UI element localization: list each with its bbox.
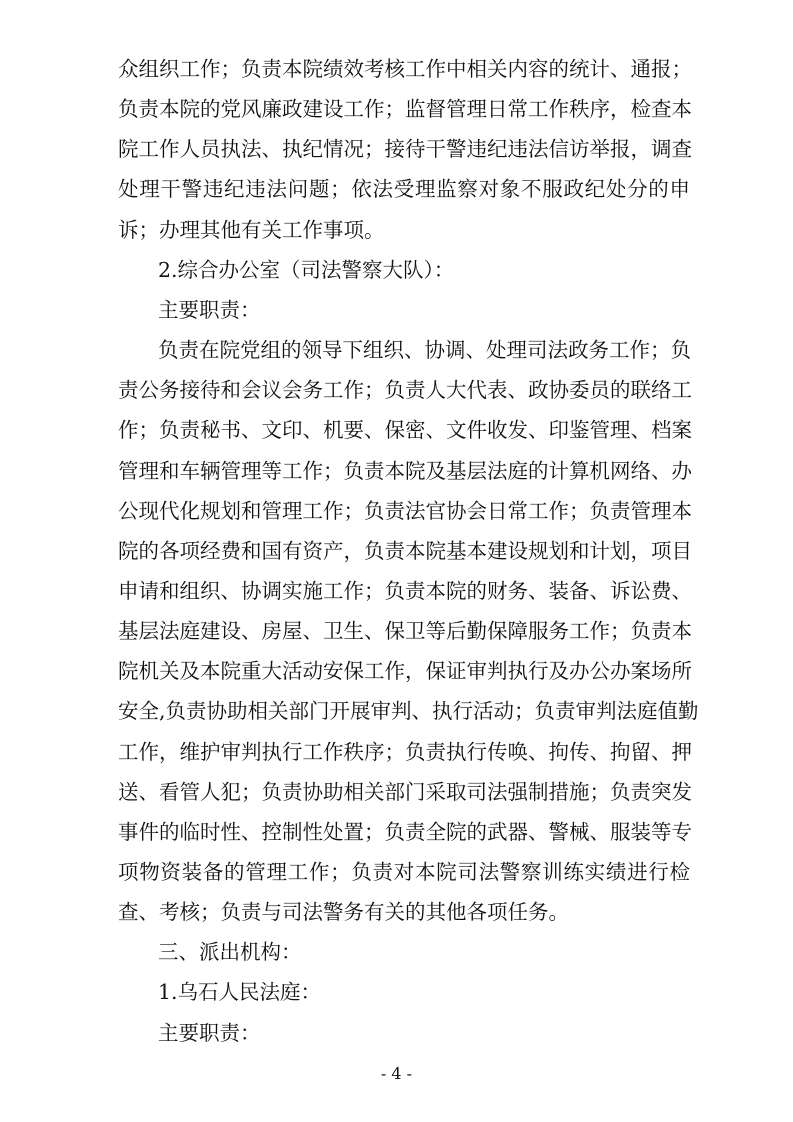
body-text-line: 作；负责秘书、文印、机要、保密、文件收发、印鉴管理、档案	[118, 418, 692, 443]
body-text-line: 送、看管人犯；负责协助相关部门采取司法强制措施；负责突发	[118, 779, 692, 804]
body-text-line: 院工作人员执法、执纪情况；接待干警违纪违法信访举报，调查	[118, 137, 692, 162]
section-heading: 2.综合办公室（司法警察大队）：	[158, 257, 455, 282]
page-number: - 4 -	[380, 1064, 413, 1083]
body-text-line: 查、考核；负责与司法警务有关的其他各项任务。	[118, 900, 569, 925]
body-text-line: 公现代化规划和管理工作；负责法官协会日常工作；负责管理本	[118, 498, 692, 523]
subsection-label: 主要职责：	[158, 1020, 261, 1045]
body-text-line: 院的各项经费和国有资产，负责本院基本建设规划和计划，项目	[118, 538, 692, 563]
body-text-line: 工作，维护审判执行工作秩序；负责执行传唤、拘传、拘留、押	[118, 739, 692, 764]
subsection-heading: 1.乌石人民法庭：	[158, 980, 322, 1005]
body-text-line: 管理和车辆管理等工作；负责本院及基层法庭的计算机网络、办	[118, 458, 692, 483]
body-text-line: 处理干警违纪违法问题；依法受理监察对象不服政纪处分的申	[118, 177, 690, 202]
body-text-line: 诉；办理其他有关工作事项。	[118, 217, 385, 242]
body-text-line: 众组织工作；负责本院绩效考核工作中相关内容的统计、通报；	[118, 57, 692, 81]
body-text-line: 事件的临时性、控制性处置；负责全院的武器、警械、服装等专	[118, 819, 692, 844]
section-heading: 三、派出机构：	[158, 940, 302, 965]
body-text-line: 申请和组织、协调实施工作；负责本院的财务、装备、诉讼费、	[118, 578, 692, 603]
body-text-line: 基层法庭建设、房屋、卫生、保卫等后勤保障服务工作；负责本	[118, 619, 692, 644]
body-text-line: 院机关及本院重大活动安保工作，保证审判执行及办公办案场所	[118, 659, 692, 684]
body-text-line: 项物资装备的管理工作；负责对本院司法警察训练实绩进行检	[118, 860, 690, 884]
body-text-line: 负责在院党组的领导下组织、协调、处理司法政务工作；负	[158, 338, 691, 363]
body-text-line: 责公务接待和会议会务工作；负责人大代表、政协委员的联络工	[118, 378, 692, 403]
body-text-line: 负责本院的党风廉政建设工作；监督管理日常工作秩序，检查本	[118, 97, 692, 122]
body-text-line: 安全,负责协助相关部门开展审判、执行活动；负责审判法庭值勤	[118, 699, 699, 724]
subsection-label: 主要职责：	[158, 297, 261, 322]
